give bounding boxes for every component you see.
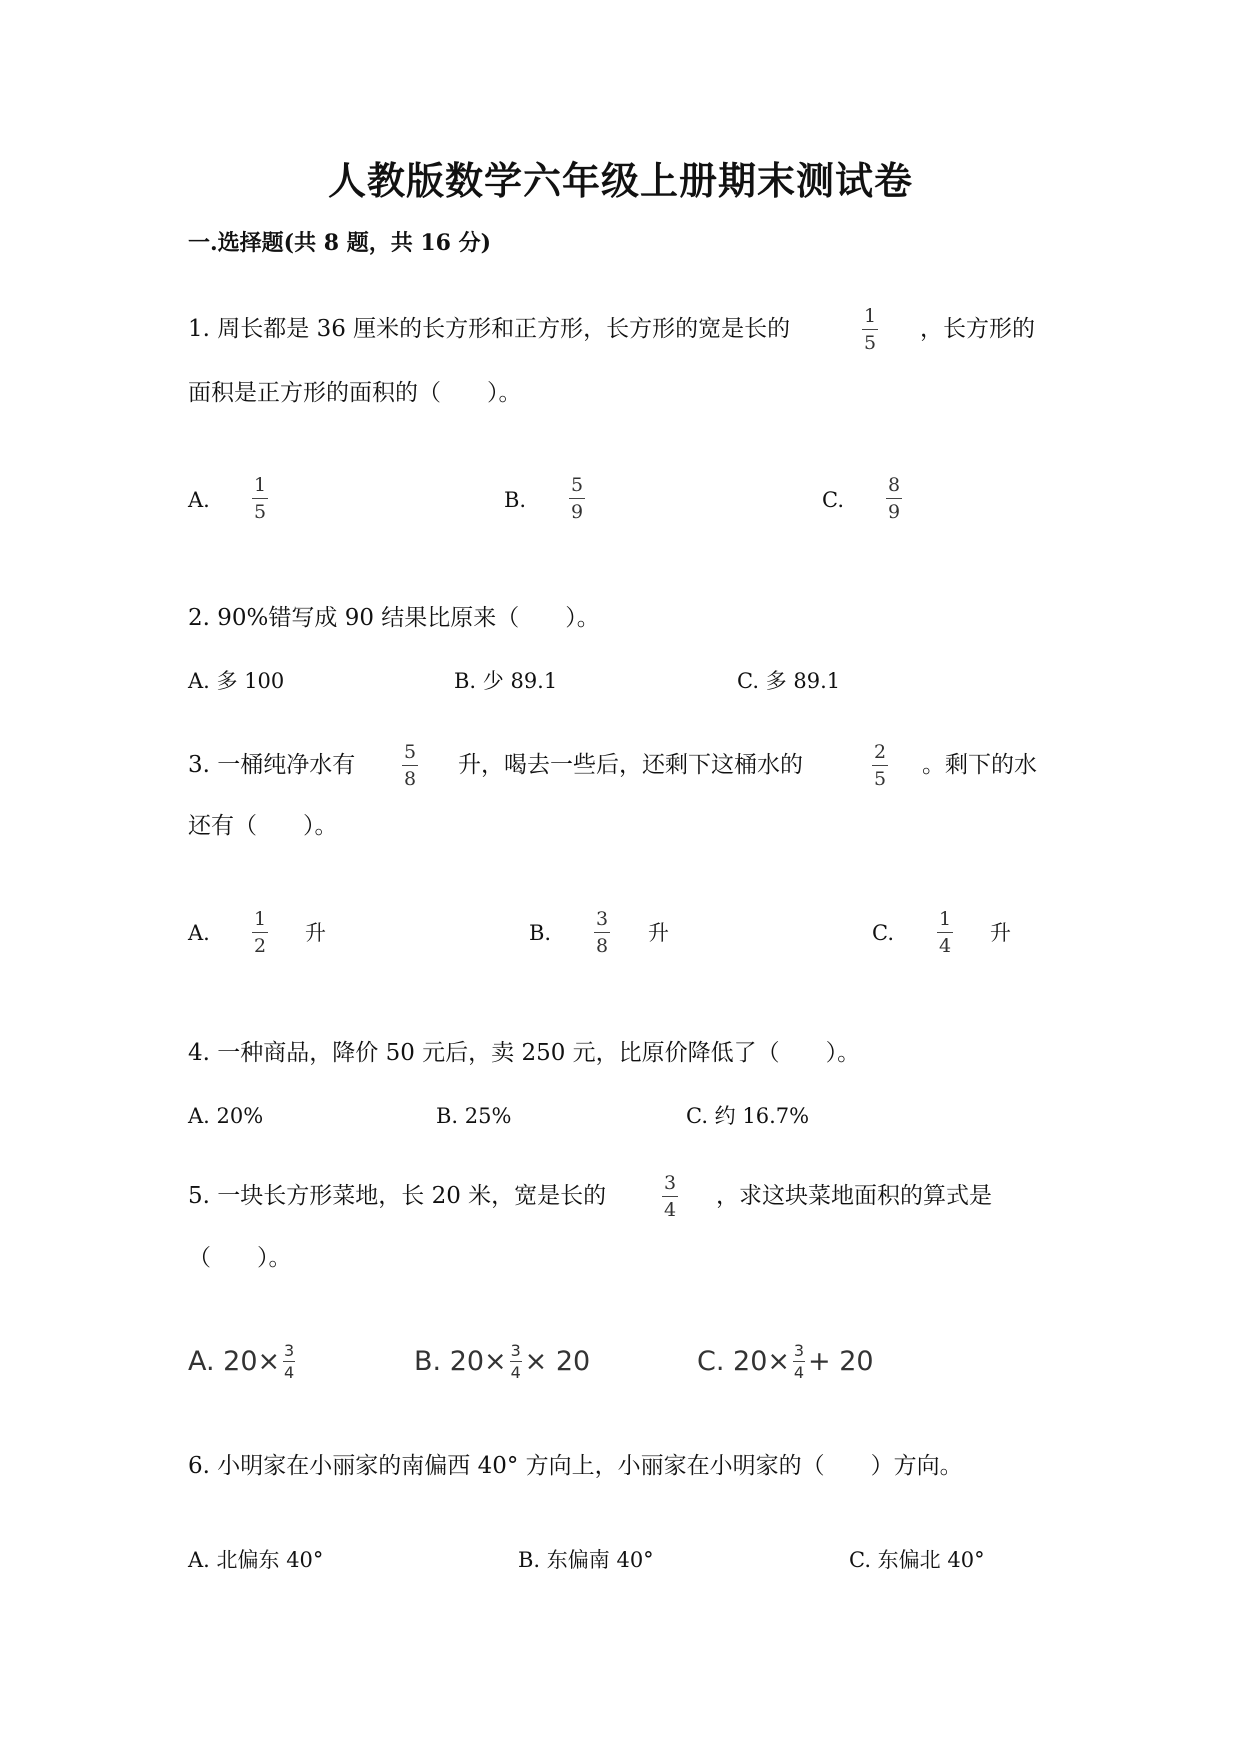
question-3-part-a: 3. 一桶纯净水有 xyxy=(188,752,356,778)
q3-option-b-unit: 升 xyxy=(648,921,669,945)
fraction-denominator: 5 xyxy=(253,501,267,523)
fraction-numerator: 5 xyxy=(570,474,584,496)
q6-option-b[interactable]: B. 东偏南 40° xyxy=(518,1548,654,1572)
question-1-line1: 1. 周长都是 36 厘米的长方形和正方形，长方形的宽是长的 xyxy=(188,316,791,342)
expression-prefix: C. 20× xyxy=(697,1346,790,1377)
question-1-fraction xyxy=(862,305,878,354)
fraction-denominator: 4 xyxy=(284,1363,295,1382)
expression-prefix: A. 20× xyxy=(188,1346,281,1377)
q5-option-c[interactable] xyxy=(697,1342,874,1381)
question-4-text: 4. 一种商品，降价 50 元后，卖 250 元，比原价降低了（ ）。 xyxy=(188,1040,861,1066)
fraction-numerator: 2 xyxy=(873,741,887,763)
q1-option-c-label[interactable]: C. xyxy=(822,488,844,512)
q4-option-b[interactable]: B. 25% xyxy=(436,1104,512,1128)
question-2-text: 2. 90%错写成 90 结果比原来（ ）。 xyxy=(188,605,600,631)
expression-fraction xyxy=(283,1342,295,1381)
question-3-line2: 还有（ ）。 xyxy=(188,813,338,839)
question-5-line2: （ ）。 xyxy=(188,1245,292,1271)
fraction-denominator: 4 xyxy=(938,935,952,957)
fraction-denominator: 2 xyxy=(253,935,267,957)
fraction-denominator: 8 xyxy=(595,935,609,957)
question-5-part-a: 5. 一块长方形菜地，长 20 米，宽是长的 xyxy=(188,1183,607,1209)
q2-option-a[interactable]: A. 多 100 xyxy=(188,669,285,693)
fraction-numerator: 1 xyxy=(863,305,877,327)
question-1-line1-end: ，长方形的 xyxy=(920,316,1035,342)
fraction-denominator: 5 xyxy=(873,768,887,790)
page-title: 人教版数学六年级上册期末测试卷 xyxy=(327,158,913,203)
section-heading: 一.选择题(共 8 题，共 16 分) xyxy=(188,230,492,256)
q1-option-b-label[interactable]: B. xyxy=(504,488,527,512)
question-6-text: 6. 小明家在小丽家的南偏西 40° 方向上，小丽家在小明家的（ ）方向。 xyxy=(188,1453,963,1479)
expression-prefix: B. 20× xyxy=(414,1346,507,1377)
fraction-numerator: 1 xyxy=(938,908,952,930)
q6-option-c[interactable]: C. 东偏北 40° xyxy=(849,1548,985,1572)
q3-option-a-unit: 升 xyxy=(305,921,326,945)
question-5-part-b: ，求这块菜地面积的算式是 xyxy=(716,1183,992,1209)
expression-suffix: + 20 xyxy=(808,1346,874,1377)
q1-option-a-fraction xyxy=(252,474,268,523)
q5-option-b[interactable] xyxy=(414,1342,590,1381)
fraction-numerator: 8 xyxy=(887,474,901,496)
question-1-line2: 面积是正方形的面积的（ ）。 xyxy=(188,380,522,406)
q4-option-c[interactable]: C. 约 16.7% xyxy=(686,1104,810,1128)
fraction-denominator: 4 xyxy=(793,1363,805,1382)
q3-option-a-fraction xyxy=(252,908,268,957)
question-3-part-b: 升，喝去一些后，还剩下这桶水的 xyxy=(458,752,803,778)
question-5-fraction xyxy=(662,1172,678,1221)
q3-option-b-fraction xyxy=(594,908,610,957)
q1-option-a-label[interactable]: A. xyxy=(188,488,210,512)
question-3-fraction-2 xyxy=(872,741,888,790)
q3-option-a-label[interactable]: A. xyxy=(188,921,210,945)
fraction-numerator: 3 xyxy=(510,1341,521,1360)
q3-option-c-fraction xyxy=(937,908,953,957)
fraction-denominator: 4 xyxy=(663,1199,677,1221)
expression-suffix: × 20 xyxy=(524,1346,591,1377)
fraction-numerator: 3 xyxy=(284,1341,295,1360)
fraction-numerator: 3 xyxy=(595,908,609,930)
fraction-denominator: 9 xyxy=(887,501,901,523)
q2-option-c[interactable]: C. 多 89.1 xyxy=(737,669,841,693)
fraction-denominator: 5 xyxy=(863,332,877,354)
fraction-numerator: 1 xyxy=(253,908,267,930)
fraction-numerator: 3 xyxy=(793,1341,805,1360)
expression-fraction xyxy=(510,1342,522,1381)
q5-option-a[interactable] xyxy=(188,1342,298,1381)
q4-option-a[interactable]: A. 20% xyxy=(188,1104,264,1128)
q3-option-c-label[interactable]: C. xyxy=(872,921,894,945)
question-3-part-c: 。剩下的水 xyxy=(922,752,1037,778)
q3-option-b-label[interactable]: B. xyxy=(529,921,552,945)
fraction-denominator: 9 xyxy=(570,501,584,523)
fraction-numerator: 5 xyxy=(403,741,417,763)
q1-option-b-fraction xyxy=(569,474,585,523)
fraction-denominator: 8 xyxy=(403,768,417,790)
fraction-numerator: 1 xyxy=(253,474,267,496)
question-3-fraction-1 xyxy=(402,741,418,790)
fraction-numerator: 3 xyxy=(663,1172,677,1194)
q6-option-a[interactable]: A. 北偏东 40° xyxy=(188,1548,324,1572)
fraction-denominator: 4 xyxy=(510,1363,521,1382)
q1-option-c-fraction xyxy=(886,474,902,523)
q2-option-b[interactable]: B. 少 89.1 xyxy=(454,669,558,693)
expression-fraction xyxy=(793,1342,805,1381)
q3-option-c-unit: 升 xyxy=(990,921,1011,945)
